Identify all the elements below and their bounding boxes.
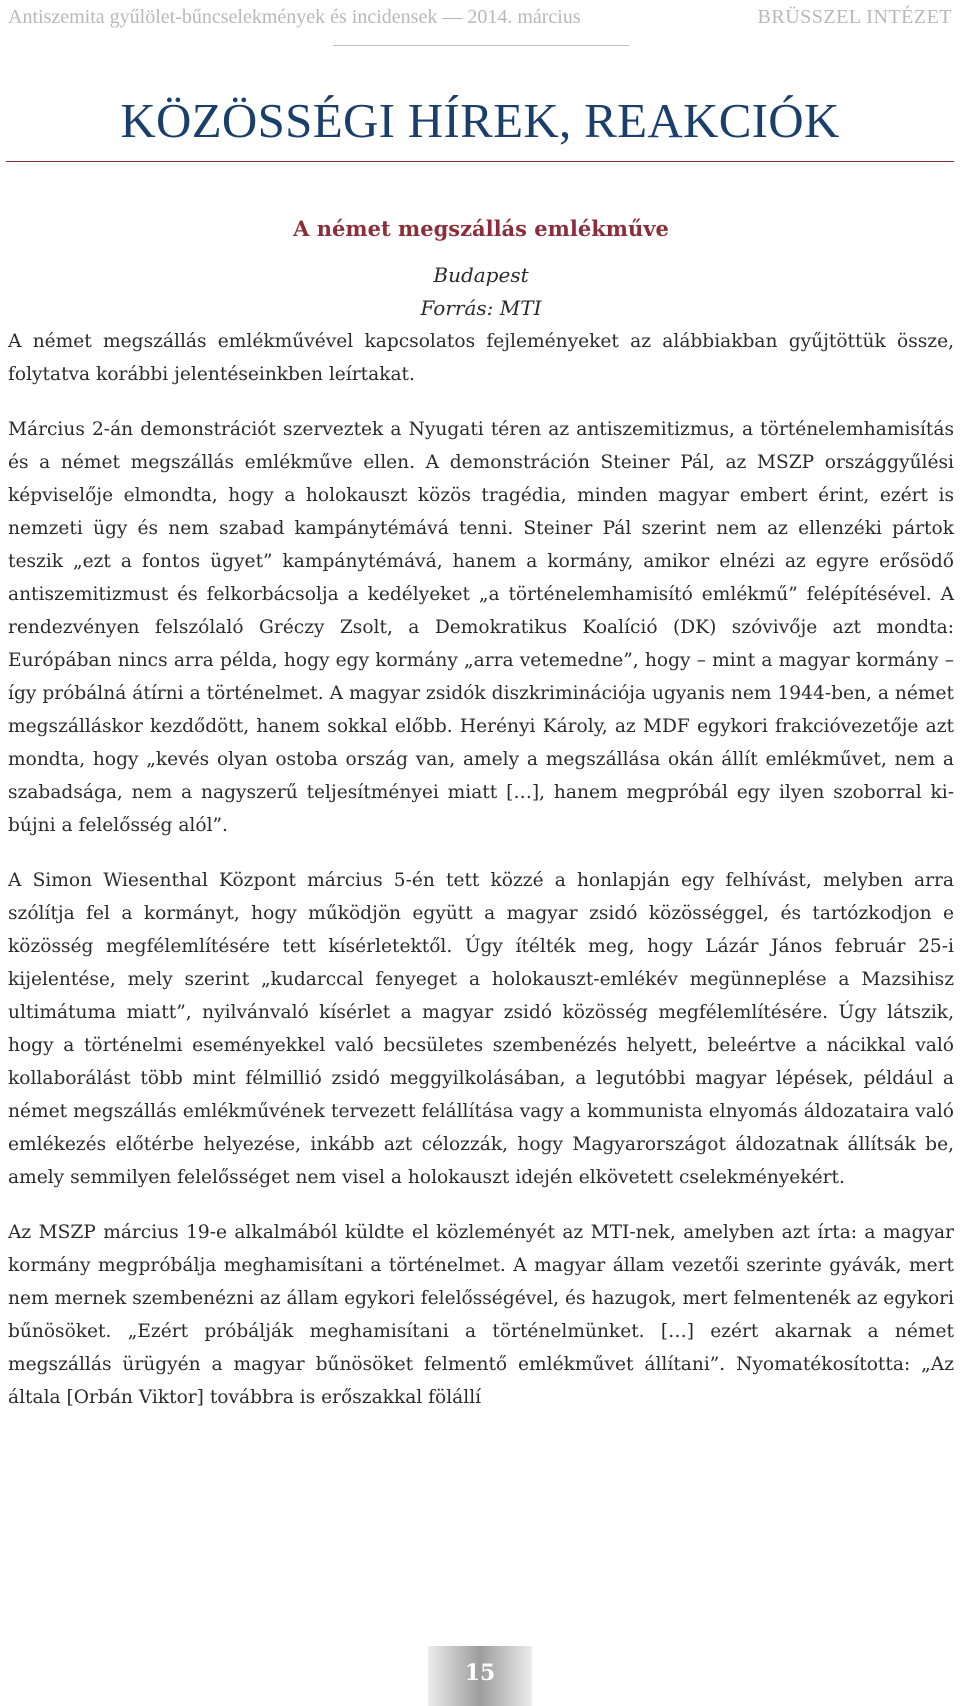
running-header-title: Antiszemita gyűlölet-bűncselekmények és incidensek — 2014. március <box>8 6 581 28</box>
paragraph-intro: A német megszállás emlékművével kapcsolatos fejleményeket az alábbiakban gyűjtöttük össze, folytatva korábbi jelentéseinkben leírtakat. <box>8 331 954 385</box>
paragraph-demonstration: Március 2-án demonstrációt szerveztek a Nyugati téren az antiszemitizmus, a történelemhamisítás és a német megszállás emlékműve ellen. A demonstráción Steiner Pál, az MSZP országgyűlési képviselője elmondta, hogy a holokauszt közös tragédia, minden magyar embert érint, ezért is nemzeti ügy és nem szabad kampánytémává tenni. Steiner Pál szerint nem az ellenzéki pártok teszik „ezt a fontos ügyet” kampánytémává, hanem a kormány, amikor elnézi az egyre erősödő antiszemitizmust és felkorbácsolja a kedélyeket „a történelemhamisító emlékmű” felépítésével. A rendezvényen felszólaló Gréczy Zsolt, a Demokratikus Koalíció (DK) szóvivője azt mondta: Európában nincs arra példa, hogy egy kormány „arra vetemedne”, hogy – mint a magyar kormány – így próbálná átírni a történelmet. A magyar zsidók diszkriminációja ugyanis nem 1944-ben, a német megszálláskor kezdődött, hanem sokkal előbb. Herényi Károly, az MDF egykori frakcióvezetője azt mondta, hogy „kevés olyan ostoba ország van, amely a megszállása okán állít emlékművet, nem a szabadsága, nem a nagyszerű teljesítményei miatt […], hanem megpróbál egy ilyen szoborral kibújni a felelősség alól”. <box>8 419 954 836</box>
article-body <box>8 214 954 1436</box>
article-title: A német megszállás emlékműve <box>293 216 669 241</box>
page-number: 15 <box>428 1646 532 1706</box>
header-divider <box>333 45 629 46</box>
section-title-divider <box>6 161 954 162</box>
article-location: Budapest <box>433 263 529 287</box>
section-title: KÖZÖSSÉGI HÍREK, REAKCIÓK <box>120 93 840 148</box>
paragraph-mszp-statement: Az MSZP március 19-e alkalmából küldte el közleményét az MTI-nek, amelyben azt írta: a magyar kormány megpróbálja meghamisítani a történelmet. A magyar állam vezetői szerinte gyávák, mert nem mernek szembenézni az állam egykori felelősségével, és hazugok, mert felmentenék az egykori bűnösöket. „Ezért próbálják meghamisítani a történelmünket. […] ezért akarnak a német megszállás ürügyén a magyar bűnösöket felmentő emlékművet állítani”. Nyomatékosította: „Az általa [Orbán Viktor] továbbra is erőszakkal fölállí <box>8 1222 954 1408</box>
article-source: Forrás: MTI <box>420 296 542 320</box>
paragraph-wiesenthal: A Simon Wiesenthal Központ március 5-én tett közzé a honlapján egy felhívást, melyben arra szólítja fel a kormányt, hogy működjön együtt a magyar zsidó közösséggel, és tartózkodjon e közösség megfélemlítésére tett kísérletektől. Úgy ítélték meg, hogy Lázár János február 25-i kijelentése, mely szerint „kudarccal fenyeget a holokauszt-emlékév megünneplése a Mazsihisz ultimátuma miatt”, nyilvánvaló kísérlet a magyar zsidó közösség megfélemlítésére. Úgy látszik, hogy a történelmi eseményekkel való becsületes szembenézés helyett, beleértve a nácikkal való kollaborálást több mint félmillió zsidó meggyilkolásában, a legutóbbi magyar lépések, például a német megszállás emlékművének tervezett felállítása vagy a kommunista elnyomás áldozataira való emlékezés előtérbe helyezése, inkább azt célozzák, hogy Magyarországot áldozatnak állítsák be, amely semmilyen felelősséget nem visel a holokauszt idején elkövetett cselekményekért. <box>8 870 954 1188</box>
running-header <box>8 6 952 36</box>
running-header-publisher: BRÜSSZEL INTÉZET <box>757 6 952 28</box>
